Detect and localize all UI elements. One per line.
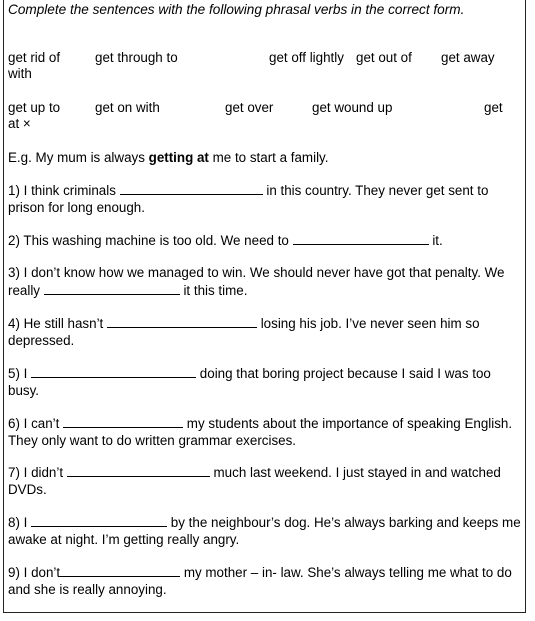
answer-blank-9[interactable] [60,564,180,577]
answer-blank-7[interactable] [67,464,210,477]
word-bank-item: get [484,100,503,115]
sentence-4: 4) He still hasn’t losing his job. I’ve never seen him so depressed. [8,316,480,348]
answer-blank-8[interactable] [31,514,167,527]
answer-blank-3[interactable] [44,282,180,295]
word-bank-item: get out of [356,50,412,65]
sentence-1: 1) I think criminals in this country. They never get sent to prison for long enough. [8,183,489,215]
word-bank-item: get away [441,50,495,65]
sentence-8: 8) I by the neighbour’s dog. He’s always barking and keeps me awake at night. I’m getting really angry. [8,515,521,547]
example-answer: getting at [148,150,209,165]
word-bank-item: get over [225,100,274,115]
word-bank-item: get rid of [8,50,61,65]
answer-blank-6[interactable] [63,415,183,428]
sentence-6: 6) I can’t my students about the importance of speaking English. They only want to do written grammar exercises. [8,416,513,448]
word-bank-item: get wound up [312,100,393,115]
word-bank-item: at × [8,116,31,131]
word-bank-item: with [8,66,32,81]
sentence-2: 2) This washing machine is too old. We need to it. [8,233,443,248]
sentence-7: 7) I didn’t much last weekend. I just stayed in and watched DVDs. [8,465,501,497]
word-bank-row-2 [8,100,523,134]
answer-blank-1[interactable] [120,182,263,195]
word-bank-row-1 [8,50,523,84]
sentence-3: 3) I don’t know how we managed to win. We should never have got that penalty. We really it this time. [8,265,505,298]
example-sentence: E.g. My mum is always getting at me to start a family. [8,150,329,165]
word-bank-item: get off lightly [269,50,344,65]
answer-blank-4[interactable] [107,315,257,328]
answer-blank-2[interactable] [293,232,429,245]
instruction-text: Complete the sentences with the following phrasal verbs in the correct form. [8,2,465,17]
word-bank-item: get up to [8,100,61,115]
sentence-5: 5) I doing that boring project because I said I was too busy. [8,366,491,398]
word-bank-item: get on with [95,100,160,115]
answer-blank-5[interactable] [31,365,196,378]
word-bank-item: get through to [95,50,178,65]
sentence-9: 9) I don’t my mother – in- law. She’s always telling me what to do and she is really annoying. [8,565,512,597]
